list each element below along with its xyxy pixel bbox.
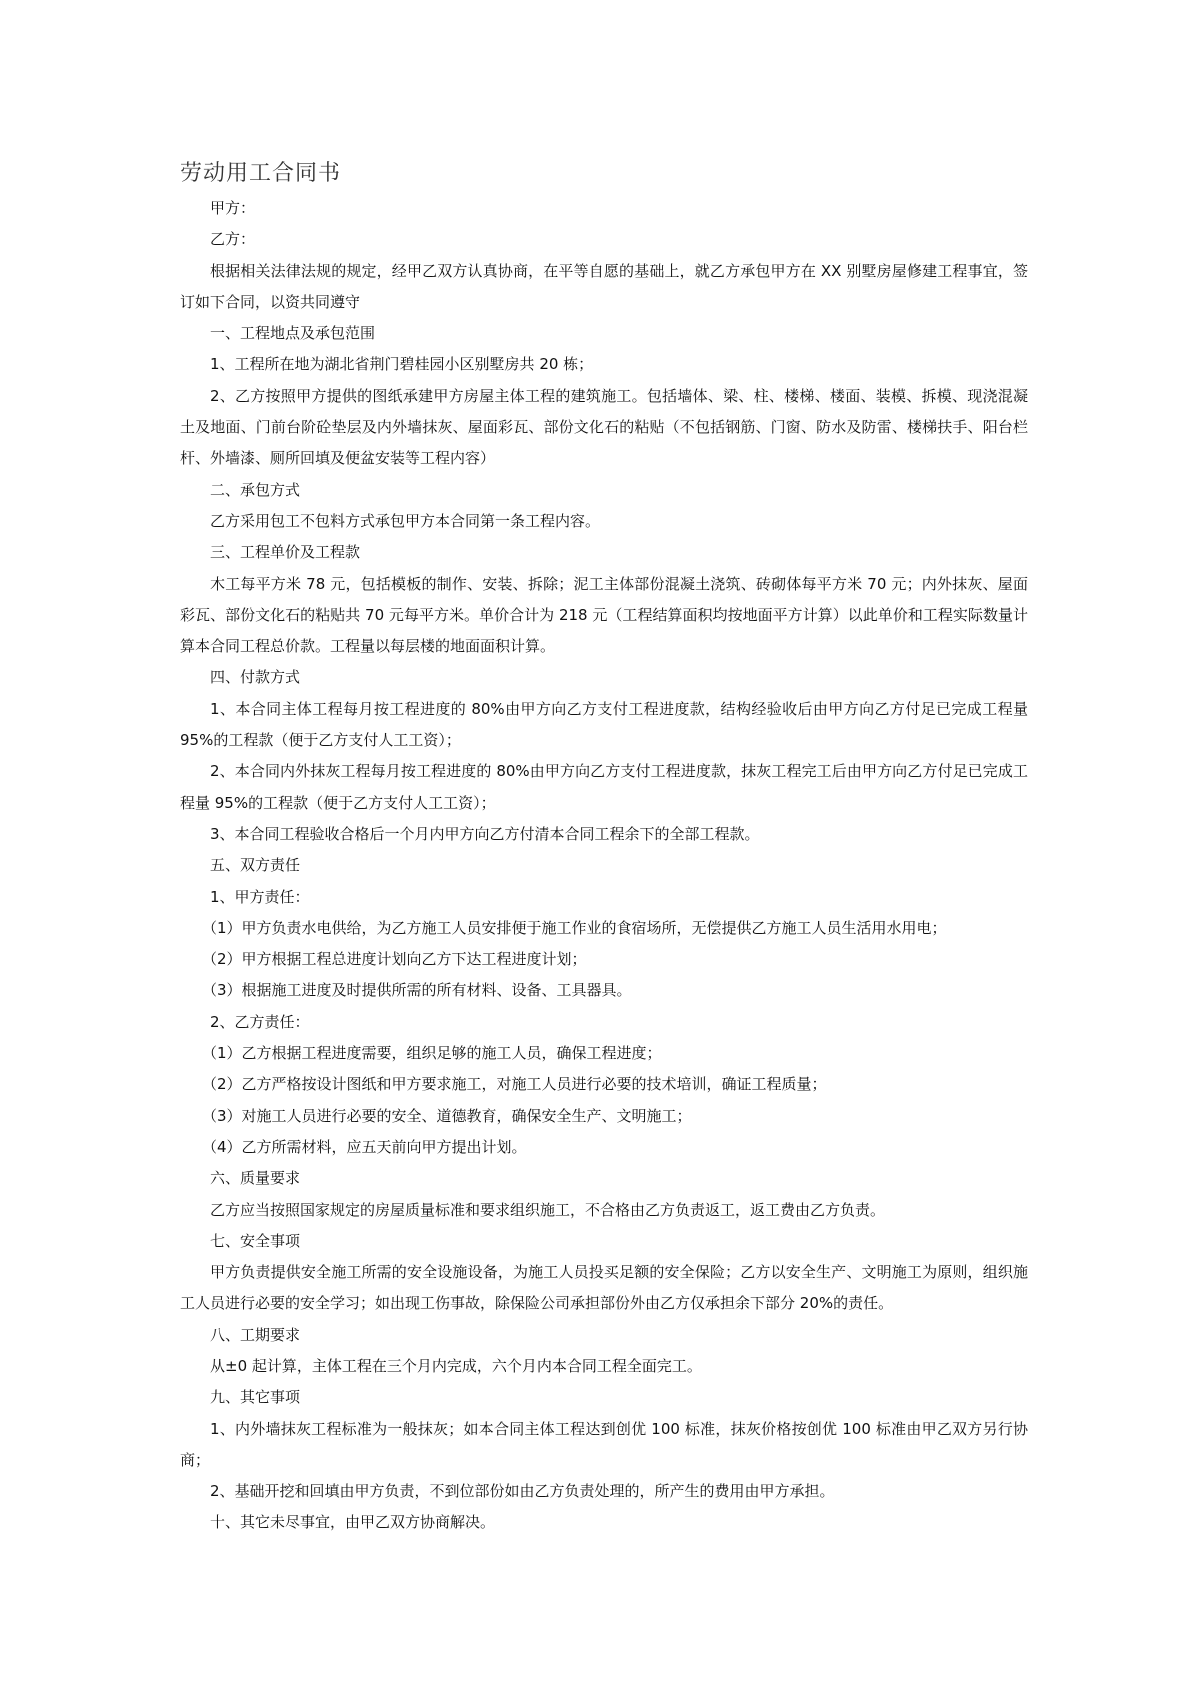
document-body	[180, 193, 1028, 1539]
section-heading: 四、付款方式	[210, 668, 301, 687]
document-title: 劳动用工合同书	[180, 161, 342, 186]
clause-paragraph: 乙方采用包工不包料方式承包甲方本合同第一条工程内容。	[210, 511, 601, 530]
clause-paragraph: 1、本合同主体工程每月按工程进度的 80%由甲方向乙方支付工程进度款，结构经验收后由甲方向乙方付足已完成工程量 95%的工程款（便于乙方支付人工工资）；	[180, 699, 1028, 750]
clause-paragraph: 2、乙方按照甲方提供的图纸承建甲方房屋主体工程的建筑施工。包括墙体、梁、柱、楼梯、楼面、装模、拆模、现浇混凝土及地面、门前台阶砼垫层及内外墙抹灰、屋面彩瓦、部份文化石的粘贴（不包括钢筋、门窗、防水及防雷、楼梯扶手、阳台栏杆、外墙漆、厕所回填及便盆安装等工程内容）	[180, 386, 1028, 468]
section-heading: 二、承包方式	[210, 480, 301, 499]
clause-paragraph: 2、乙方责任：	[210, 1012, 310, 1031]
sub-clause-paragraph: （2）乙方严格按设计图纸和甲方要求施工，对施工人员进行必要的技术培训，确证工程质量；	[202, 1075, 827, 1094]
section-heading: 十、其它未尽事宜，由甲乙双方协商解决。	[210, 1513, 496, 1532]
preamble-paragraph: 根据相关法律法规的规定，经甲乙双方认真协商，在平等自愿的基础上，就乙方承包甲方在 XX 别墅房屋修建工程事宜，签订如下合同，以资共同遵守	[180, 261, 1028, 311]
section-heading: 一、工程地点及承包范围	[210, 324, 376, 343]
section-heading: 六、质量要求	[210, 1169, 301, 1188]
party-a-line: 甲方：	[210, 199, 256, 217]
section-heading: 八、工期要求	[210, 1325, 301, 1344]
sub-clause-paragraph: （1）甲方负责水电供给，为乙方施工人员安排便于施工作业的食宿场所，无偿提供乙方施工人员生活用水用电；	[202, 918, 947, 937]
clause-paragraph: 1、内外墙抹灰工程标准为一般抹灰；如本合同主体工程达到创优 100 标准，抹灰价格按创优 100 标准由甲乙双方另行协商；	[180, 1419, 1028, 1469]
clause-paragraph: 甲方负责提供安全施工所需的安全设施设备，为施工人员投买足额的安全保险；乙方以安全生产、文明施工为原则，组织施工人员进行必要的安全学习；如出现工伤事故，除保险公司承担部份外由乙方仅承担余下部分 20%的责任。	[180, 1263, 1028, 1313]
clause-paragraph: 3、本合同工程验收合格后一个月内甲方向乙方付清本合同工程余下的全部工程款。	[210, 824, 760, 843]
sub-clause-paragraph: （3）根据施工进度及时提供所需的所有材料、设备、工具器具。	[202, 981, 632, 1000]
clause-paragraph: 1、甲方责任：	[210, 887, 310, 906]
clause-paragraph: 2、本合同内外抹灰工程每月按工程进度的 80%由甲方向乙方支付工程进度款，抹灰工程完工后由甲方向乙方付足已完成工程量 95%的工程款（便于乙方支付人工工资）；	[180, 762, 1028, 812]
party-b-line: 乙方：	[210, 230, 256, 249]
clause-paragraph: 2、基础开挖和回填由甲方负责，不到位部份如由乙方负责处理的，所产生的费用由甲方承担。	[210, 1482, 835, 1501]
clause-paragraph: 乙方应当按照国家规定的房屋质量标准和要求组织施工，不合格由乙方负责返工，返工费由乙方负责。	[210, 1200, 886, 1219]
clause-paragraph: 1、工程所在地为湖北省荆门碧桂园小区别墅房共 20 栋；	[210, 355, 594, 374]
sub-clause-paragraph: （1）乙方根据工程进度需要，组织足够的施工人员，确保工程进度；	[202, 1044, 662, 1063]
sub-clause-paragraph: （2）甲方根据工程总进度计划向乙方下达工程进度计划；	[202, 950, 587, 969]
sub-clause-paragraph: （4）乙方所需材料，应五天前向甲方提出计划。	[202, 1137, 527, 1156]
sub-clause-paragraph: （3）对施工人员进行必要的安全、道德教育，确保安全生产、文明施工；	[202, 1106, 692, 1125]
clause-paragraph: 木工每平方米 78 元，包括模板的制作、安装、拆除；泥工主体部份混凝土浇筑、砖砌体每平方米 70 元；内外抹灰、屋面彩瓦、部份文化石的粘贴共 70 元每平方米。单价合计为 218 元（工程结算面积均按地面平方计算）以此单价和工程实际数量计算本合同工程总价款。工程量以每层楼的地面面积计算。	[180, 574, 1028, 656]
clause-paragraph: 从±0 起计算，主体工程在三个月内完成，六个月内本合同工程全面完工。	[210, 1356, 702, 1375]
section-heading: 九、其它事项	[210, 1388, 301, 1407]
section-heading: 三、工程单价及工程款	[210, 543, 361, 562]
section-heading: 五、双方责任	[210, 856, 301, 875]
section-heading: 七、安全事项	[210, 1231, 301, 1250]
